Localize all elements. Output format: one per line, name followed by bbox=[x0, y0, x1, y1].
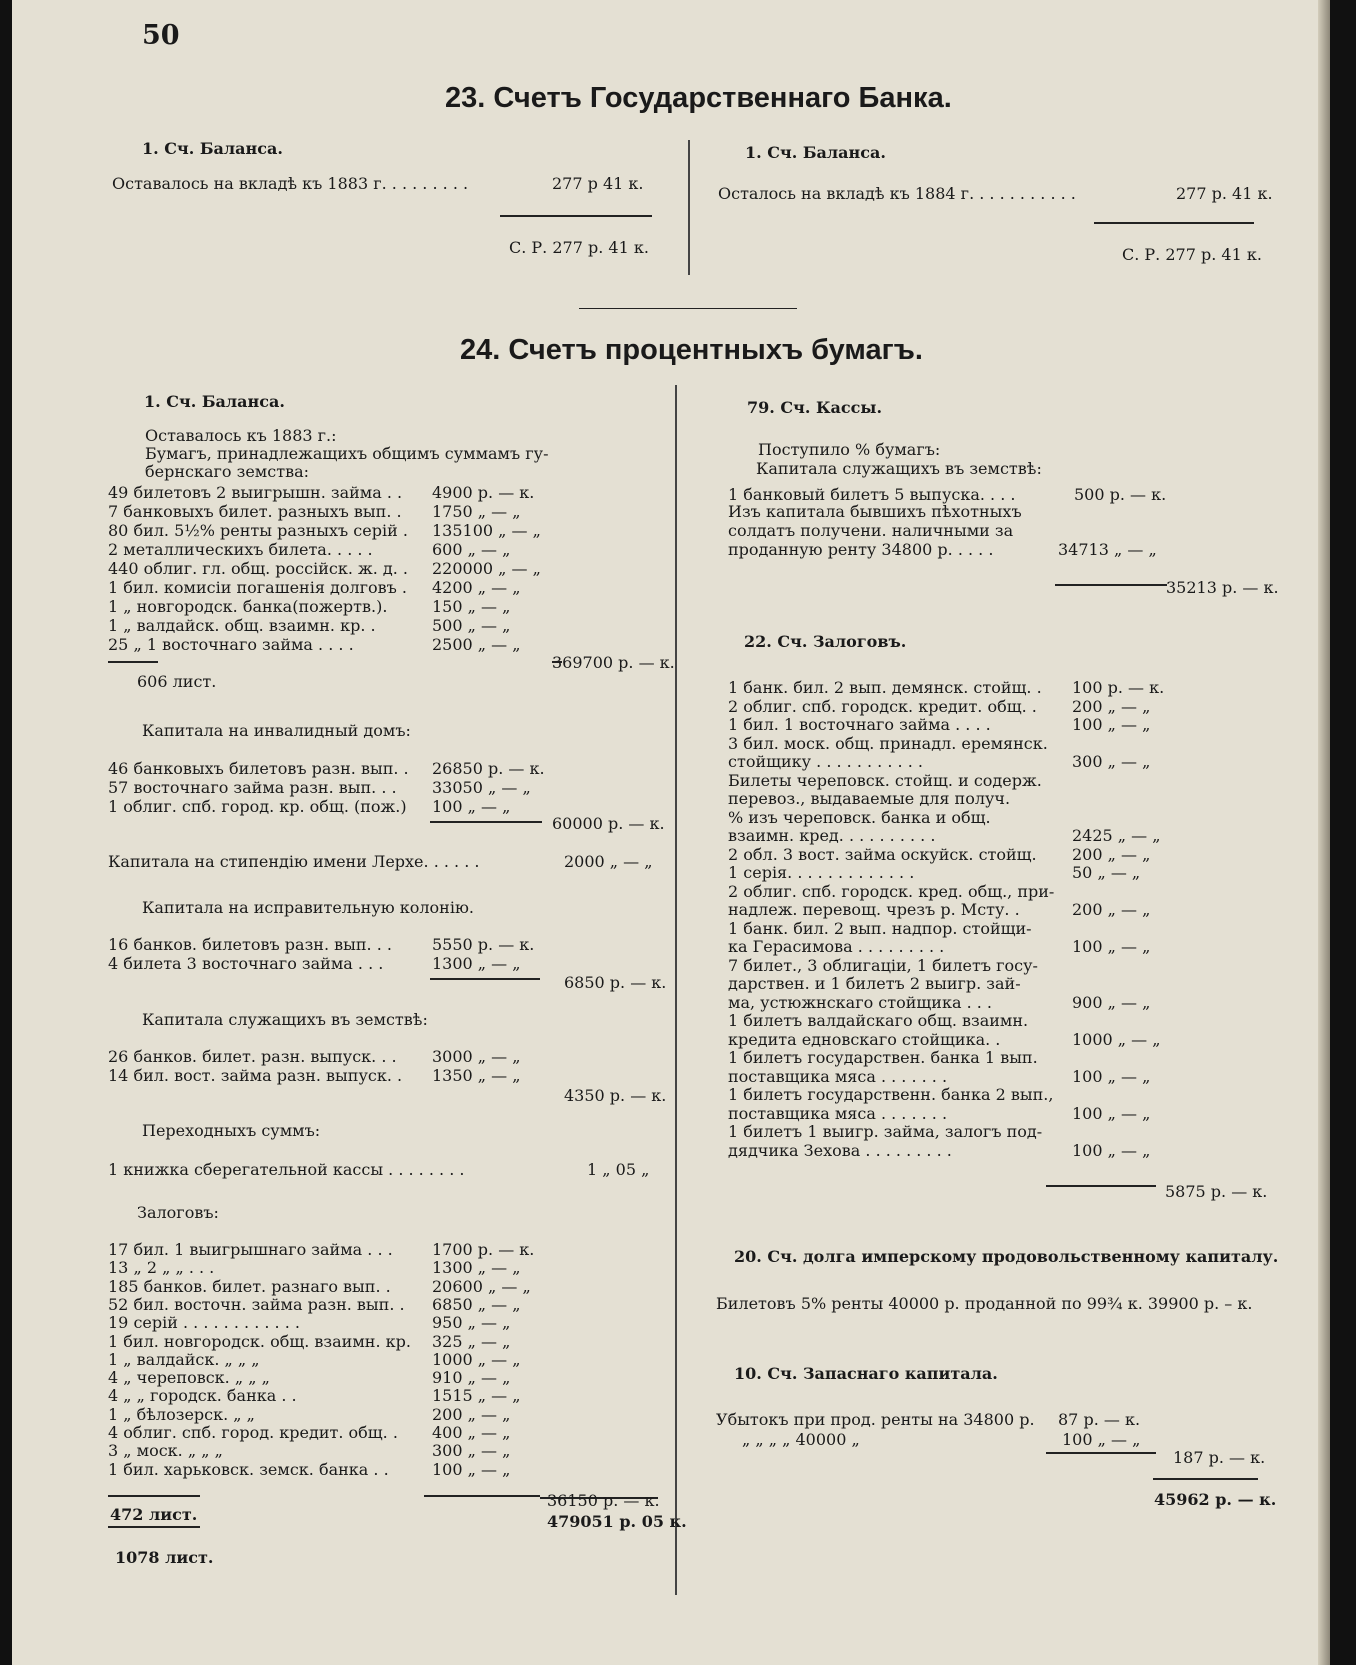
ledger-row-label: 80 бил. 5½% ренты разныхъ серій . bbox=[108, 521, 408, 540]
ledger-row-label: 1 бил. новгородск. общ. взаимн. кр. bbox=[108, 1331, 411, 1351]
group-total: 369700 р. — к. bbox=[552, 653, 675, 672]
s23-left-amount: 277 р 41 к. bbox=[552, 174, 644, 193]
ledger-row-amount: 50 „ — „ bbox=[1072, 863, 1141, 882]
ledger-row-label: 1 „ валдайск. общ. взаимн. кр. . bbox=[108, 616, 376, 635]
rule bbox=[1055, 584, 1167, 586]
ledger-row-amount: 200 „ — „ bbox=[1072, 900, 1151, 919]
c22-total: 5875 р. — к. bbox=[1165, 1182, 1268, 1201]
rule bbox=[430, 821, 542, 823]
column-divider bbox=[688, 140, 690, 275]
left-intro-line: Бумагъ, принадлежащихъ общимъ суммамъ гу- bbox=[145, 444, 549, 463]
ledger-row-amount: 1300 „ — „ bbox=[432, 954, 521, 973]
ledger-row-label: 440 облиг. гл. общ. россійск. ж. д. . bbox=[108, 559, 409, 578]
ledger-row-label: 46 банковыхъ билетовъ разн. вып. . bbox=[108, 759, 409, 778]
ledger-row-label: 2 обл. 3 вост. займа оскуйск. стойщ. bbox=[728, 844, 1037, 864]
ledger-row-amount: 1000 „ — „ bbox=[1072, 1029, 1161, 1049]
rule bbox=[108, 1495, 200, 1497]
s23-right-total: С. Р. 277 р. 41 к. bbox=[1122, 245, 1262, 264]
ledger-row-amount: 3000 „ — „ bbox=[432, 1047, 521, 1066]
ledger-row-label: 3 „ моск. „ „ „ bbox=[108, 1441, 223, 1461]
c79-total: 35213 р. — к. bbox=[1166, 578, 1279, 597]
page bbox=[12, 0, 1330, 1665]
grand-total: 479051 р. 05 к. bbox=[547, 1512, 687, 1531]
ledger-row-amount: 2500 „ — „ bbox=[432, 635, 521, 654]
ledger-row-label: 185 банков. билет. разнаго вып. . bbox=[108, 1276, 391, 1296]
rule bbox=[500, 215, 652, 217]
ledger-row-label: 1 бил. комисіи погашенія долговъ . bbox=[108, 578, 408, 597]
ledger-row-label: 17 бил. 1 выигрышнаго займа . . . bbox=[108, 1240, 393, 1259]
rule bbox=[1094, 222, 1254, 224]
ledger-row-amount: 100 „ — „ bbox=[1072, 1066, 1151, 1086]
s23-left-heading: 1. Сч. Баланса. bbox=[142, 139, 283, 158]
ledger-row-label: 1 облиг. спб. город. кр. общ. (пож.) bbox=[108, 797, 407, 816]
ledger-row-label: 1 билетъ 1 выигр. займа, залогъ под- bbox=[728, 1122, 1043, 1141]
ledger-row-amount: 100 „ — „ bbox=[1072, 1140, 1151, 1160]
total-sheets: 1078 лист. bbox=[115, 1548, 214, 1567]
separator bbox=[579, 308, 797, 309]
ledger-row-amount: 135100 „ — „ bbox=[432, 521, 541, 540]
ledger-row-label: 1 серія. . . . . . . . . . . . . bbox=[728, 863, 915, 882]
ledger-row-amount: 200 „ — „ bbox=[1072, 844, 1151, 864]
ledger-row-amount: 4200 „ — „ bbox=[432, 578, 521, 597]
ledger-row-amount: 100 „ — „ bbox=[1072, 715, 1151, 734]
ledger-row-label: проданную ренту 34800 р. . . . . bbox=[728, 540, 994, 559]
rule bbox=[108, 661, 158, 663]
ledger-row-amount: 2000 „ — „ bbox=[564, 852, 653, 871]
ledger-row-amount: 20600 „ — „ bbox=[432, 1276, 531, 1296]
ledger-row-amount: 910 „ — „ bbox=[432, 1368, 511, 1388]
ledger-row-label: 1 книжка сберегательной кассы . . . . . . . . bbox=[108, 1160, 465, 1179]
ledger-row-label: 3 бил. моск. общ. принадл. еремянск. bbox=[728, 733, 1048, 753]
ledger-row-amount: 100 „ — „ bbox=[432, 797, 511, 816]
group-heading: Капитала на инвалидный домъ: bbox=[142, 721, 411, 740]
c22-heading: 22. Сч. Залоговъ. bbox=[744, 632, 907, 651]
group-heading: Залоговъ: bbox=[137, 1203, 219, 1222]
section-23-title: 23. Счетъ Государственнаго Банка. bbox=[445, 82, 952, 114]
ledger-row-label: 1 банк. бил. 2 вып. демянск. стойщ. . bbox=[728, 678, 1042, 697]
ledger-row-amount: 500 р. — к. bbox=[1074, 485, 1167, 504]
ledger-row-amount: 200 „ — „ bbox=[1072, 696, 1151, 716]
ledger-row-label: поставщика мяса . . . . . . . bbox=[728, 1103, 948, 1123]
s23-right-line: Осталось на вкладѣ къ 1884 г. . . . . . . . . . . bbox=[718, 184, 1076, 203]
group-heading: Переходныхъ суммъ: bbox=[142, 1121, 321, 1140]
ledger-row-label: 2 металлическихъ билета. . . . . bbox=[108, 540, 373, 559]
ledger-row-label: 1 „ бѣлозерск. „ „ bbox=[108, 1404, 255, 1424]
rule bbox=[1046, 1452, 1156, 1454]
ledger-row-amount: 33050 „ — „ bbox=[432, 778, 531, 797]
ledger-row-label: 1 „ валдайск. „ „ „ bbox=[108, 1349, 260, 1369]
ledger-row-label: 2 облиг. спб. городск. кредит. общ. . bbox=[728, 696, 1037, 716]
ledger-row-label: 2 облиг. спб. городск. кред. общ., при- bbox=[728, 881, 1055, 901]
ledger-row-amount: 1700 р. — к. bbox=[432, 1240, 535, 1259]
rule bbox=[1046, 1185, 1156, 1187]
c20-heading: 20. Сч. долга имперскому продовольственному капиталу. bbox=[734, 1247, 1279, 1266]
ledger-row-label: стойщику . . . . . . . . . . . bbox=[728, 752, 923, 771]
ledger-row-amount: 1300 „ — „ bbox=[432, 1258, 521, 1278]
ledger-row-amount: 400 „ — „ bbox=[432, 1423, 511, 1442]
ledger-row-amount: 600 „ — „ bbox=[432, 540, 511, 559]
group-total: 60000 р. — к. bbox=[552, 814, 665, 833]
left-heading: 1. Сч. Баланса. bbox=[144, 392, 285, 411]
group-total: 36150 р. — к. bbox=[547, 1491, 660, 1510]
ledger-row-label: 4 билета 3 восточнаго займа . . . bbox=[108, 954, 384, 973]
ledger-row-label: 1 банковый билетъ 5 выпуска. . . . bbox=[728, 485, 1016, 504]
ledger-row-amount: 325 „ — „ bbox=[432, 1331, 511, 1351]
column-divider bbox=[675, 385, 677, 1595]
ledger-row-label: 19 серій . . . . . . . . . . . . bbox=[108, 1313, 300, 1333]
ledger-row-amount: 150 „ — „ bbox=[432, 597, 511, 616]
right-grand-total: 45962 р. — к. bbox=[1154, 1490, 1277, 1509]
ledger-row-label: поставщика мяса . . . . . . . bbox=[728, 1066, 948, 1086]
ledger-row-label: 16 банков. билетовъ разн. вып. . . bbox=[108, 935, 392, 954]
ledger-row-amount: 100 „ — „ bbox=[1072, 937, 1151, 956]
ledger-row-label: дядчика Зехова . . . . . . . . . bbox=[728, 1140, 952, 1160]
ledger-row-label: 57 восточнаго займа разн. вып. . . bbox=[108, 778, 397, 797]
c20-line: Билетовъ 5% ренты 40000 р. проданной по 99¾ к. 39900 р. – к. bbox=[716, 1294, 1253, 1313]
rule bbox=[108, 1526, 200, 1528]
ledger-row-label: 49 билетовъ 2 выигрышн. займа . . bbox=[108, 483, 403, 502]
left-intro-line: бернскаго земства: bbox=[145, 462, 309, 481]
ledger-row-label: 26 банков. билет. разн. выпуск. . . bbox=[108, 1047, 397, 1066]
ledger-row-label: 4 облиг. спб. город. кредит. общ. . bbox=[108, 1423, 398, 1442]
ledger-row-amount: 6850 „ — „ bbox=[432, 1294, 521, 1314]
ledger-row-amount: 300 „ — „ bbox=[432, 1441, 511, 1461]
rule bbox=[424, 1495, 540, 1497]
ledger-row-label: 13 „ 2 „ „ . . . bbox=[108, 1258, 215, 1278]
rule bbox=[1153, 1478, 1258, 1480]
sheet-count: 606 лист. bbox=[137, 672, 217, 691]
c10-total: 187 р. — к. bbox=[1173, 1448, 1266, 1467]
ledger-row-amount: 200 „ — „ bbox=[432, 1404, 511, 1424]
ledger-row-amount: 5550 р. — к. bbox=[432, 935, 535, 954]
s23-left-line: Оставалось на вкладѣ къ 1883 г. . . . . . . . . bbox=[112, 174, 469, 193]
ledger-row-label: перевоз., выдаваемые для получ. bbox=[728, 789, 1011, 808]
left-intro-line: Оставалось къ 1883 г.: bbox=[145, 426, 337, 445]
ledger-row-amount: 500 „ — „ bbox=[432, 616, 511, 635]
ledger-row-amount: 100 „ — „ bbox=[1062, 1430, 1141, 1449]
c10-heading: 10. Сч. Запаснаго капитала. bbox=[734, 1364, 998, 1383]
ledger-row-label: дарствен. и 1 билетъ 2 выигр. зай- bbox=[728, 974, 1021, 993]
ledger-row-label: 1 бил. 1 восточнаго займа . . . . bbox=[728, 715, 991, 734]
s23-right-heading: 1. Сч. Баланса. bbox=[745, 143, 886, 162]
ledger-row-label: ка Герасимова . . . . . . . . . bbox=[728, 937, 945, 956]
ledger-row-amount: 950 „ — „ bbox=[432, 1313, 511, 1333]
ledger-row-label: 4 „ череповск. „ „ „ bbox=[108, 1368, 270, 1388]
ledger-row-amount: 1350 „ — „ bbox=[432, 1066, 521, 1085]
ledger-row-label: 1 билетъ государственн. банка 2 вып., bbox=[728, 1085, 1054, 1104]
group-total: 6850 р. — к. bbox=[564, 973, 667, 992]
ledger-row-amount: 1 „ 05 „ bbox=[587, 1160, 650, 1179]
ledger-row-amount: 220000 „ — „ bbox=[432, 559, 541, 578]
ledger-row-label: 1 банк. бил. 2 вып. надпор. стойщи- bbox=[728, 918, 1032, 938]
ledger-row-label: ма, устюжнскаго стойщика . . . bbox=[728, 992, 992, 1012]
ledger-row-amount: 900 „ — „ bbox=[1072, 992, 1151, 1012]
ledger-row-label: % изъ череповск. банка и общ. bbox=[728, 807, 991, 827]
ledger-row-amount: 1000 „ — „ bbox=[432, 1349, 521, 1369]
s23-left-total: С. Р. 277 р. 41 к. bbox=[509, 238, 649, 257]
sheet-count: 472 лист. bbox=[110, 1505, 198, 1524]
group-heading: Капитала служащихъ въ земствѣ: bbox=[142, 1010, 428, 1029]
rule bbox=[430, 978, 540, 980]
ledger-row-amount: 26850 р. — к. bbox=[432, 759, 545, 778]
ledger-row-label: 4 „ „ городск. банка . . bbox=[108, 1386, 297, 1406]
page-number: 50 bbox=[142, 20, 180, 51]
ledger-row-label: 14 бил. вост. займа разн. выпуск. . bbox=[108, 1066, 403, 1085]
ledger-row-amount: 34713 „ — „ bbox=[1058, 540, 1157, 559]
ledger-row-label: 7 банковыхъ билет. разныхъ вып. . bbox=[108, 502, 402, 521]
s23-right-amount: 277 р. 41 к. bbox=[1176, 184, 1273, 203]
ledger-row-amount: 100 „ — „ bbox=[1072, 1103, 1151, 1123]
ledger-row-label: 1 бил. харьковск. земск. банка . . bbox=[108, 1459, 389, 1479]
ledger-row-label: 1 билетъ валдайскаго общ. взаимн. bbox=[728, 1011, 1029, 1030]
ledger-row-label: взаимн. кред. . . . . . . . . . bbox=[728, 826, 936, 845]
ledger-row-label: 1 „ новгородск. банка(пожертв.). bbox=[108, 597, 388, 616]
ledger-row-label: солдатъ получени. наличными за bbox=[728, 521, 1014, 540]
section-24-title: 24. Счетъ процентныхъ бумагъ. bbox=[460, 334, 923, 366]
ledger-row-label: надлеж. перевощ. чрезъ р. Мсту. . bbox=[728, 900, 1020, 919]
ledger-row-label: Изъ капитала бывшихъ пѣхотныхъ bbox=[728, 502, 1022, 521]
group-total: 4350 р. — к. bbox=[564, 1086, 667, 1105]
ledger-row-label: 1 билетъ государствен. банка 1 вып. bbox=[728, 1048, 1038, 1067]
group-heading: Капитала на исправительную колонію. bbox=[142, 898, 474, 917]
ledger-row-label: 7 билет., 3 облигаціи, 1 билетъ госу- bbox=[728, 955, 1038, 975]
ledger-row-label: Убытокъ при прод. ренты на 34800 р. bbox=[716, 1410, 1035, 1429]
c79-intro-line: Капитала служащихъ въ земствѣ: bbox=[756, 459, 1042, 478]
c79-intro-line: Поступило % бумагъ: bbox=[758, 440, 941, 459]
ledger-row-amount: 4900 р. — к. bbox=[432, 483, 535, 502]
ledger-row-amount: 100 „ — „ bbox=[432, 1459, 511, 1479]
ledger-row-amount: 1515 „ — „ bbox=[432, 1386, 521, 1406]
ledger-row-amount: 87 р. — к. bbox=[1058, 1410, 1141, 1429]
ledger-row-label: Билеты череповск. стойщ. и содерж. bbox=[728, 770, 1042, 790]
ledger-row-label: 25 „ 1 восточнаго займа . . . . bbox=[108, 635, 354, 654]
ledger-row-amount: 2425 „ — „ bbox=[1072, 826, 1161, 845]
ledger-row-amount: 100 р. — к. bbox=[1072, 678, 1165, 697]
ledger-row-label: кредита едновскаго стойщика. . bbox=[728, 1029, 1001, 1049]
ledger-row-label: Капитала на стипендію имени Лерхе. . . . . . bbox=[108, 852, 480, 871]
c79-heading: 79. Сч. Кассы. bbox=[747, 398, 883, 417]
ledger-row-label: „ „ „ „ 40000 „ bbox=[742, 1430, 860, 1449]
ledger-row-label: 52 бил. восточн. займа разн. вып. . bbox=[108, 1294, 405, 1314]
ledger-row-amount: 1750 „ — „ bbox=[432, 502, 521, 521]
ledger-row-amount: 300 „ — „ bbox=[1072, 752, 1151, 771]
